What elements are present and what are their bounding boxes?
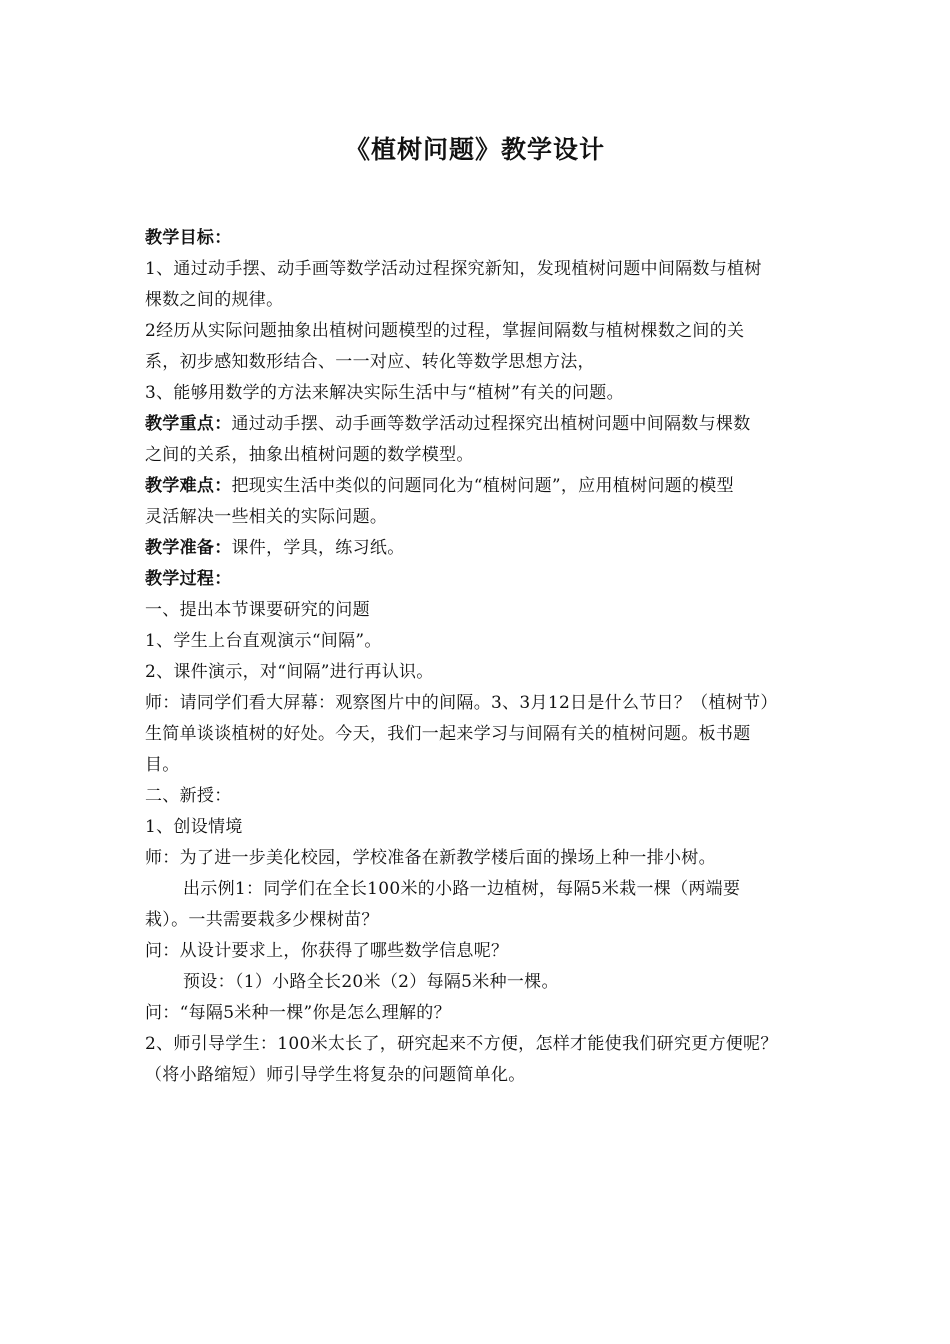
line-objective-2b: 系，初步感知数形结合、一一对应、转化等数学思想方法， [145,352,595,372]
line-question-1: 问：从设计要求上，你获得了哪些数学信息呢？ [145,941,509,961]
line-teacher-1b: 生简单谈谈植树的好处。今天，我们一起来学习与间隔有关的植树问题。板书题 [145,724,751,744]
preparation-text: 课件，学具，练习纸。 [231,538,405,558]
line-key-points-b: 之间的关系，抽象出植树问题的数学模型。 [145,445,474,465]
line-teacher-1c: 目。 [145,755,180,775]
difficulties-text: 把现实生活中类似的问题同化为“植树问题”，应用植树问题的模型 [231,476,734,496]
line-objective-2a: 2经历从实际问题抽象出植树问题模型的过程，掌握间隔数与植树棵数之间的关 [145,321,745,341]
line-key-points-a [145,409,810,440]
line-preset: 预设：（1）小路全长20米（2）每隔5米种一棵。 [183,972,559,992]
line-question-2: 问：“每隔5米种一棵”你是怎么理解的？ [145,1003,451,1023]
line-difficulties-a [145,471,810,502]
process-label: 教学过程： [145,569,232,589]
difficulties-label: 教学难点： [145,476,232,496]
preparation-label: 教学准备： [145,538,232,558]
line-teacher-2: 师：为了进一步美化校园，学校准备在新教学楼后面的操场上种一排小树。 [145,848,716,868]
document-body [145,223,810,1091]
line-objectives-heading [145,223,810,254]
line-example-1b: 栽）。一共需要栽多少棵树苗？ [145,910,379,930]
line-situation: 1、创设情境 [145,817,243,837]
line-guide-a: 2、师引导学生：100米太长了，研究起来不方便，怎样才能使我们研究更方便呢？ [145,1034,778,1054]
line-example-1a: 出示例1：同学们在全长100米的小路一边植树，每隔5米栽一棵（两端要 [183,879,741,899]
line-preparation [145,533,810,564]
line-step-1: 1、学生上台直观演示“间隔”。 [145,631,382,651]
line-guide-b: （将小路缩短）师引导学生将复杂的问题简单化。 [145,1065,526,1085]
key-points-label: 教学重点： [145,414,232,434]
line-section-1: 一、提出本节课要研究的问题 [145,600,370,620]
line-objective-1a: 1、通过动手摆、动手画等数学活动过程探究新知，发现植树问题中间隔数与植树 [145,259,762,279]
line-step-2: 2、课件演示，对“间隔”进行再认识。 [145,662,434,682]
line-teacher-1a: 师：请同学们看大屏幕：观察图片中的间隔。3、3月12日是什么节日？（植树节） [145,693,778,713]
objectives-label: 教学目标： [145,228,232,248]
line-objective-3: 3、能够用数学的方法来解决实际生活中与“植树”有关的问题。 [145,383,624,403]
key-points-text: 通过动手摆、动手画等数学活动过程探究出植树问题中间隔数与棵数 [231,414,751,434]
line-objective-1b: 棵数之间的规律。 [145,290,284,310]
line-difficulties-b: 灵活解决一些相关的实际问题。 [145,507,388,527]
document-title: 《植树问题》教学设计 [344,135,605,164]
line-section-2: 二、新授： [145,786,232,806]
line-process-heading [145,564,810,595]
